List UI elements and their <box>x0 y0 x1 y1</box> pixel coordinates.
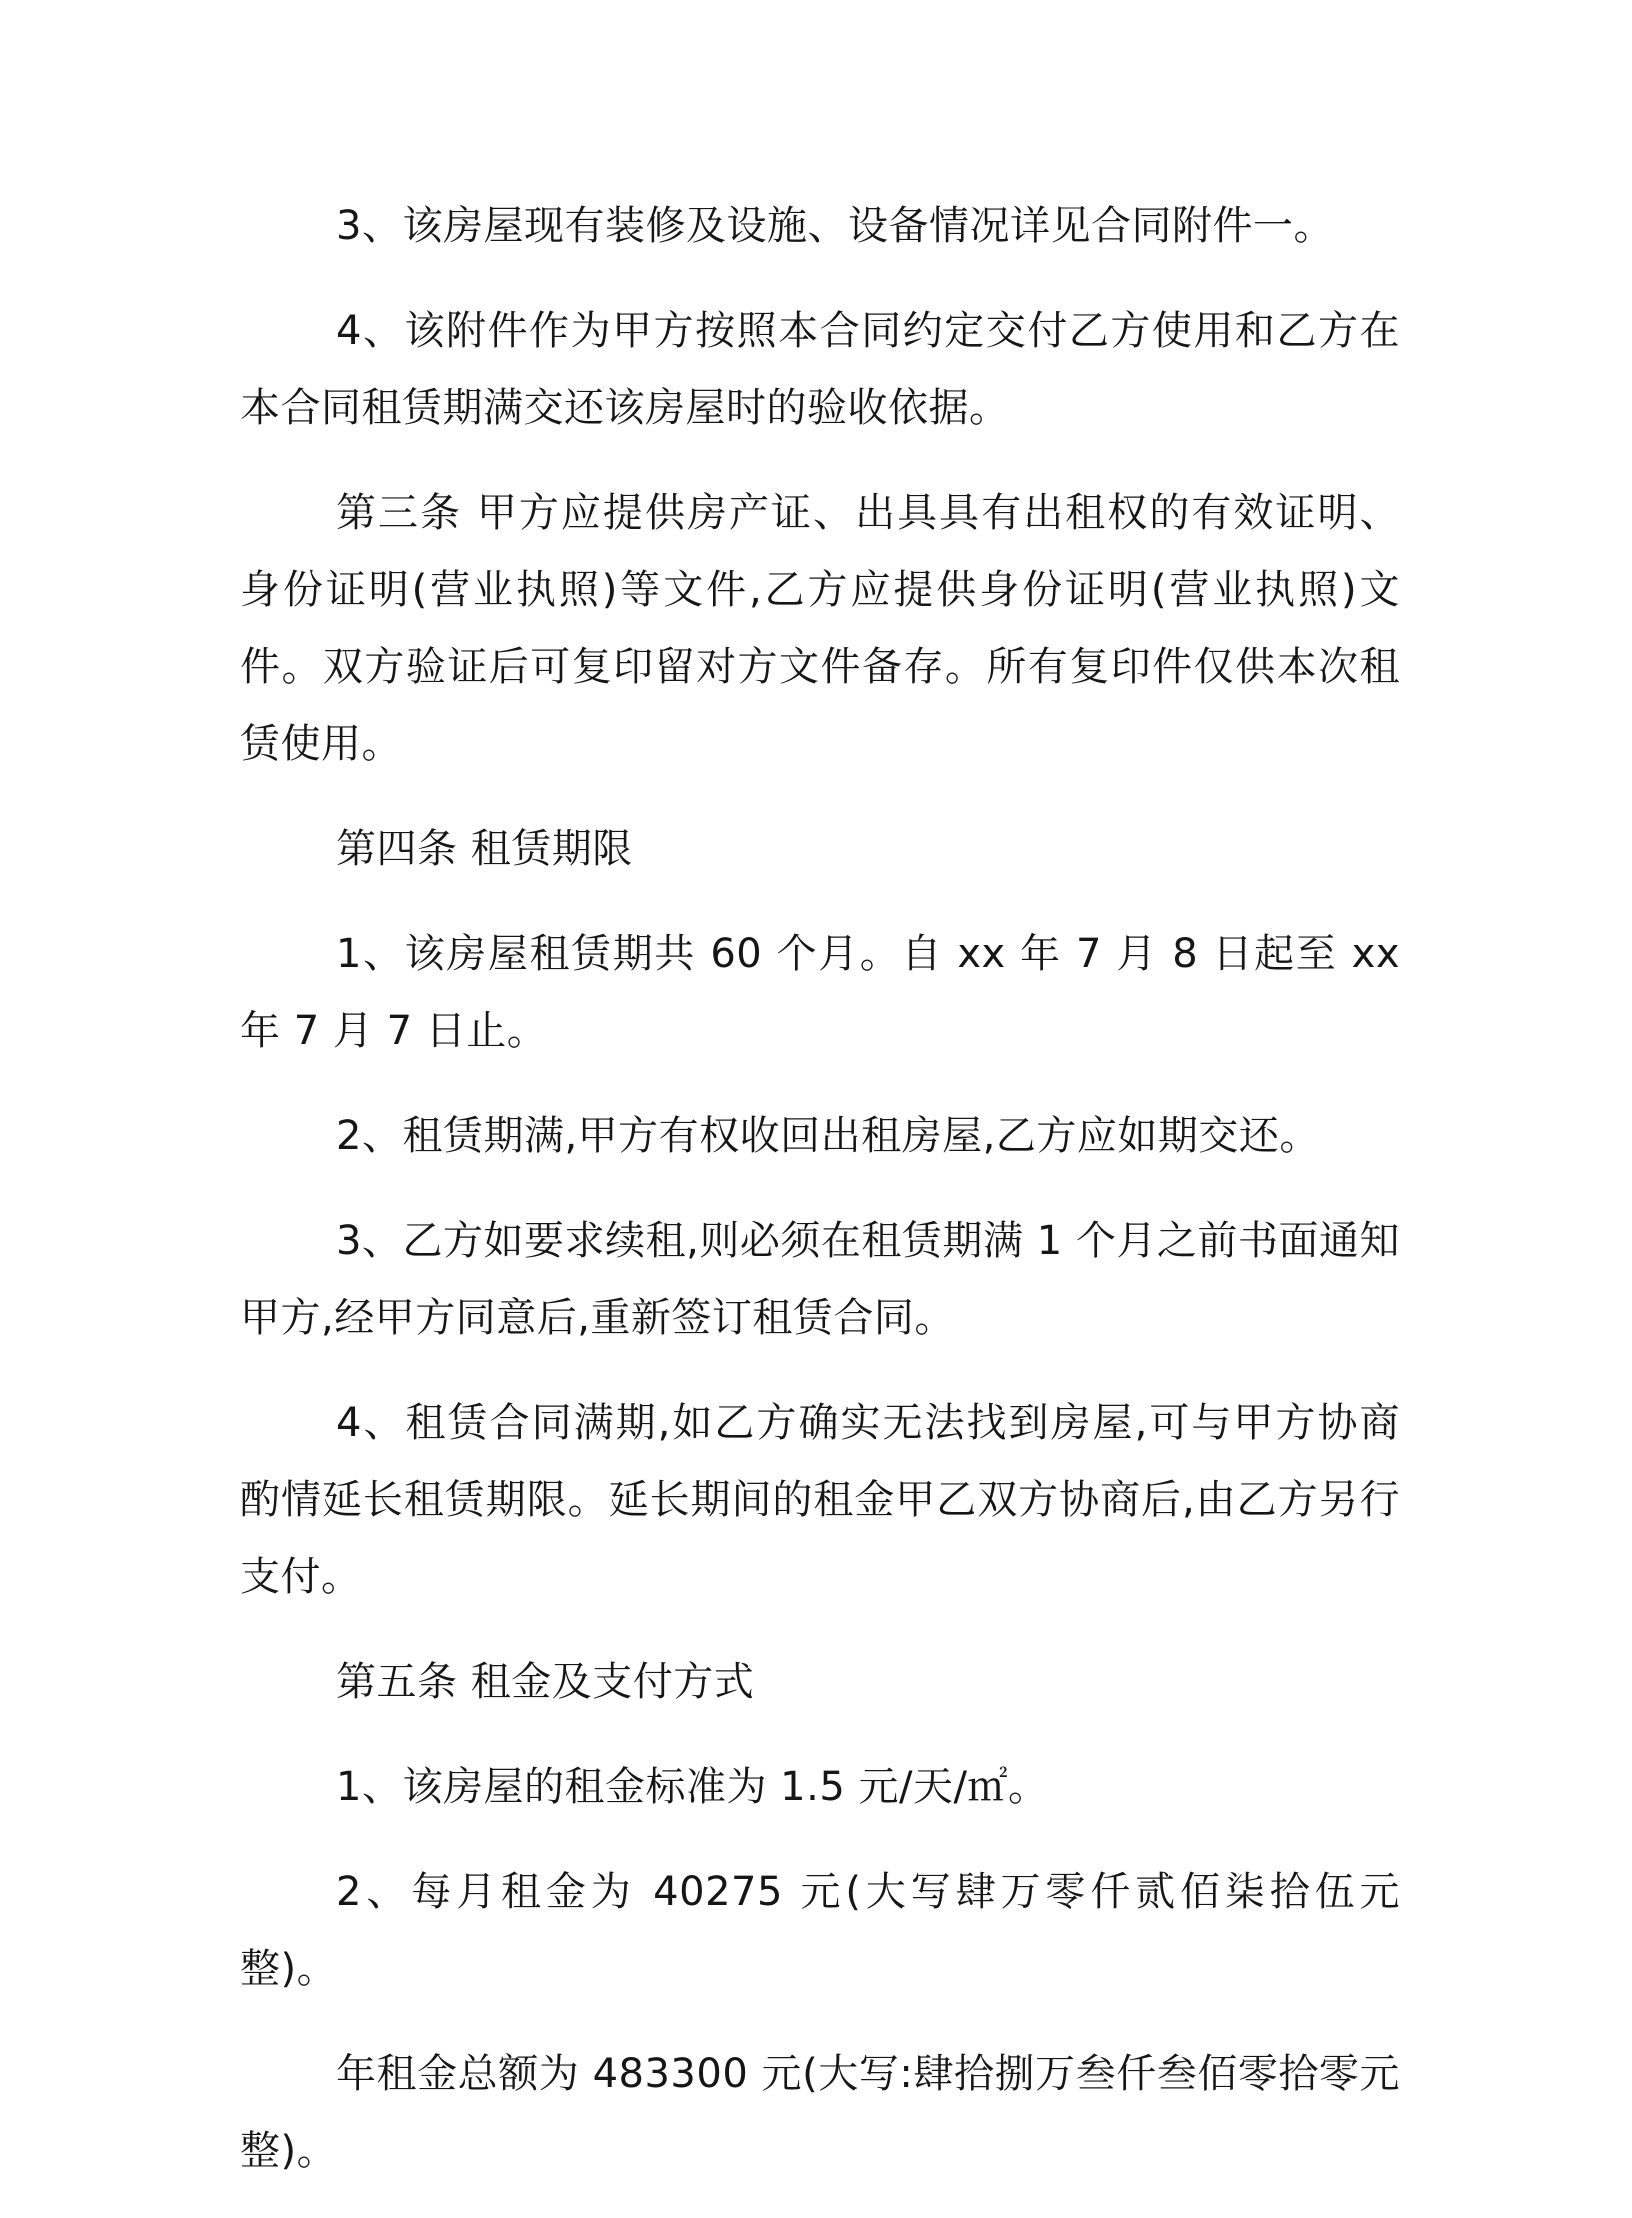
rent-clause-2: 2、每月租金为 40275 元(大写肆万零仟贰佰柒拾伍元整)。 <box>240 1869 1400 1992</box>
clause-3-decoration: 3、该房屋现有装修及设施、设备情况详见合同附件一。 <box>336 203 1334 249</box>
clause-4-attachment-basis: 4、该附件作为甲方按照本合同约定交付乙方使用和乙方在本合同租赁期满交还该房屋时的验收依据。 <box>240 308 1400 431</box>
rent-clause-1: 1、该房屋的租金标准为 1.5 元/天/㎡。 <box>336 1764 1049 1810</box>
lease-term-clause-1: 1、该房屋租赁期共 60 个月。自 xx 年 7 月 8 日起至 xx 年 7 月 7 日止。 <box>240 931 1400 1054</box>
article-5-heading: 第五条 租金及支付方式 <box>336 1659 755 1705</box>
article-4-heading: 第四条 租赁期限 <box>336 826 633 872</box>
lease-term-clause-2: 2、租赁期满,甲方有权收回出租房屋,乙方应如期交还。 <box>336 1113 1320 1159</box>
article-3-documents: 第三条 甲方应提供房产证、出具具有出租权的有效证明、身份证明(营业执照)等文件,乙方应提供身份证明(营业执照)文件。双方验证后可复印留对方文件备存。所有复印件仅供本次租赁使用。 <box>240 490 1400 767</box>
annual-rent-total: 年租金总额为 483300 元(大写:肆拾捌万叁仟叁佰零拾零元整)。 <box>240 2051 1400 2174</box>
document-page <box>240 188 1400 2218</box>
lease-term-clause-3: 3、乙方如要求续租,则必须在租赁期满 1 个月之前书面通知甲方,经甲方同意后,重新签订租赁合同。 <box>240 1218 1400 1341</box>
lease-term-clause-4: 4、租赁合同满期,如乙方确实无法找到房屋,可与甲方协商酌情延长租赁期限。延长期间的租金甲乙双方协商后,由乙方另行支付。 <box>240 1400 1400 1600</box>
